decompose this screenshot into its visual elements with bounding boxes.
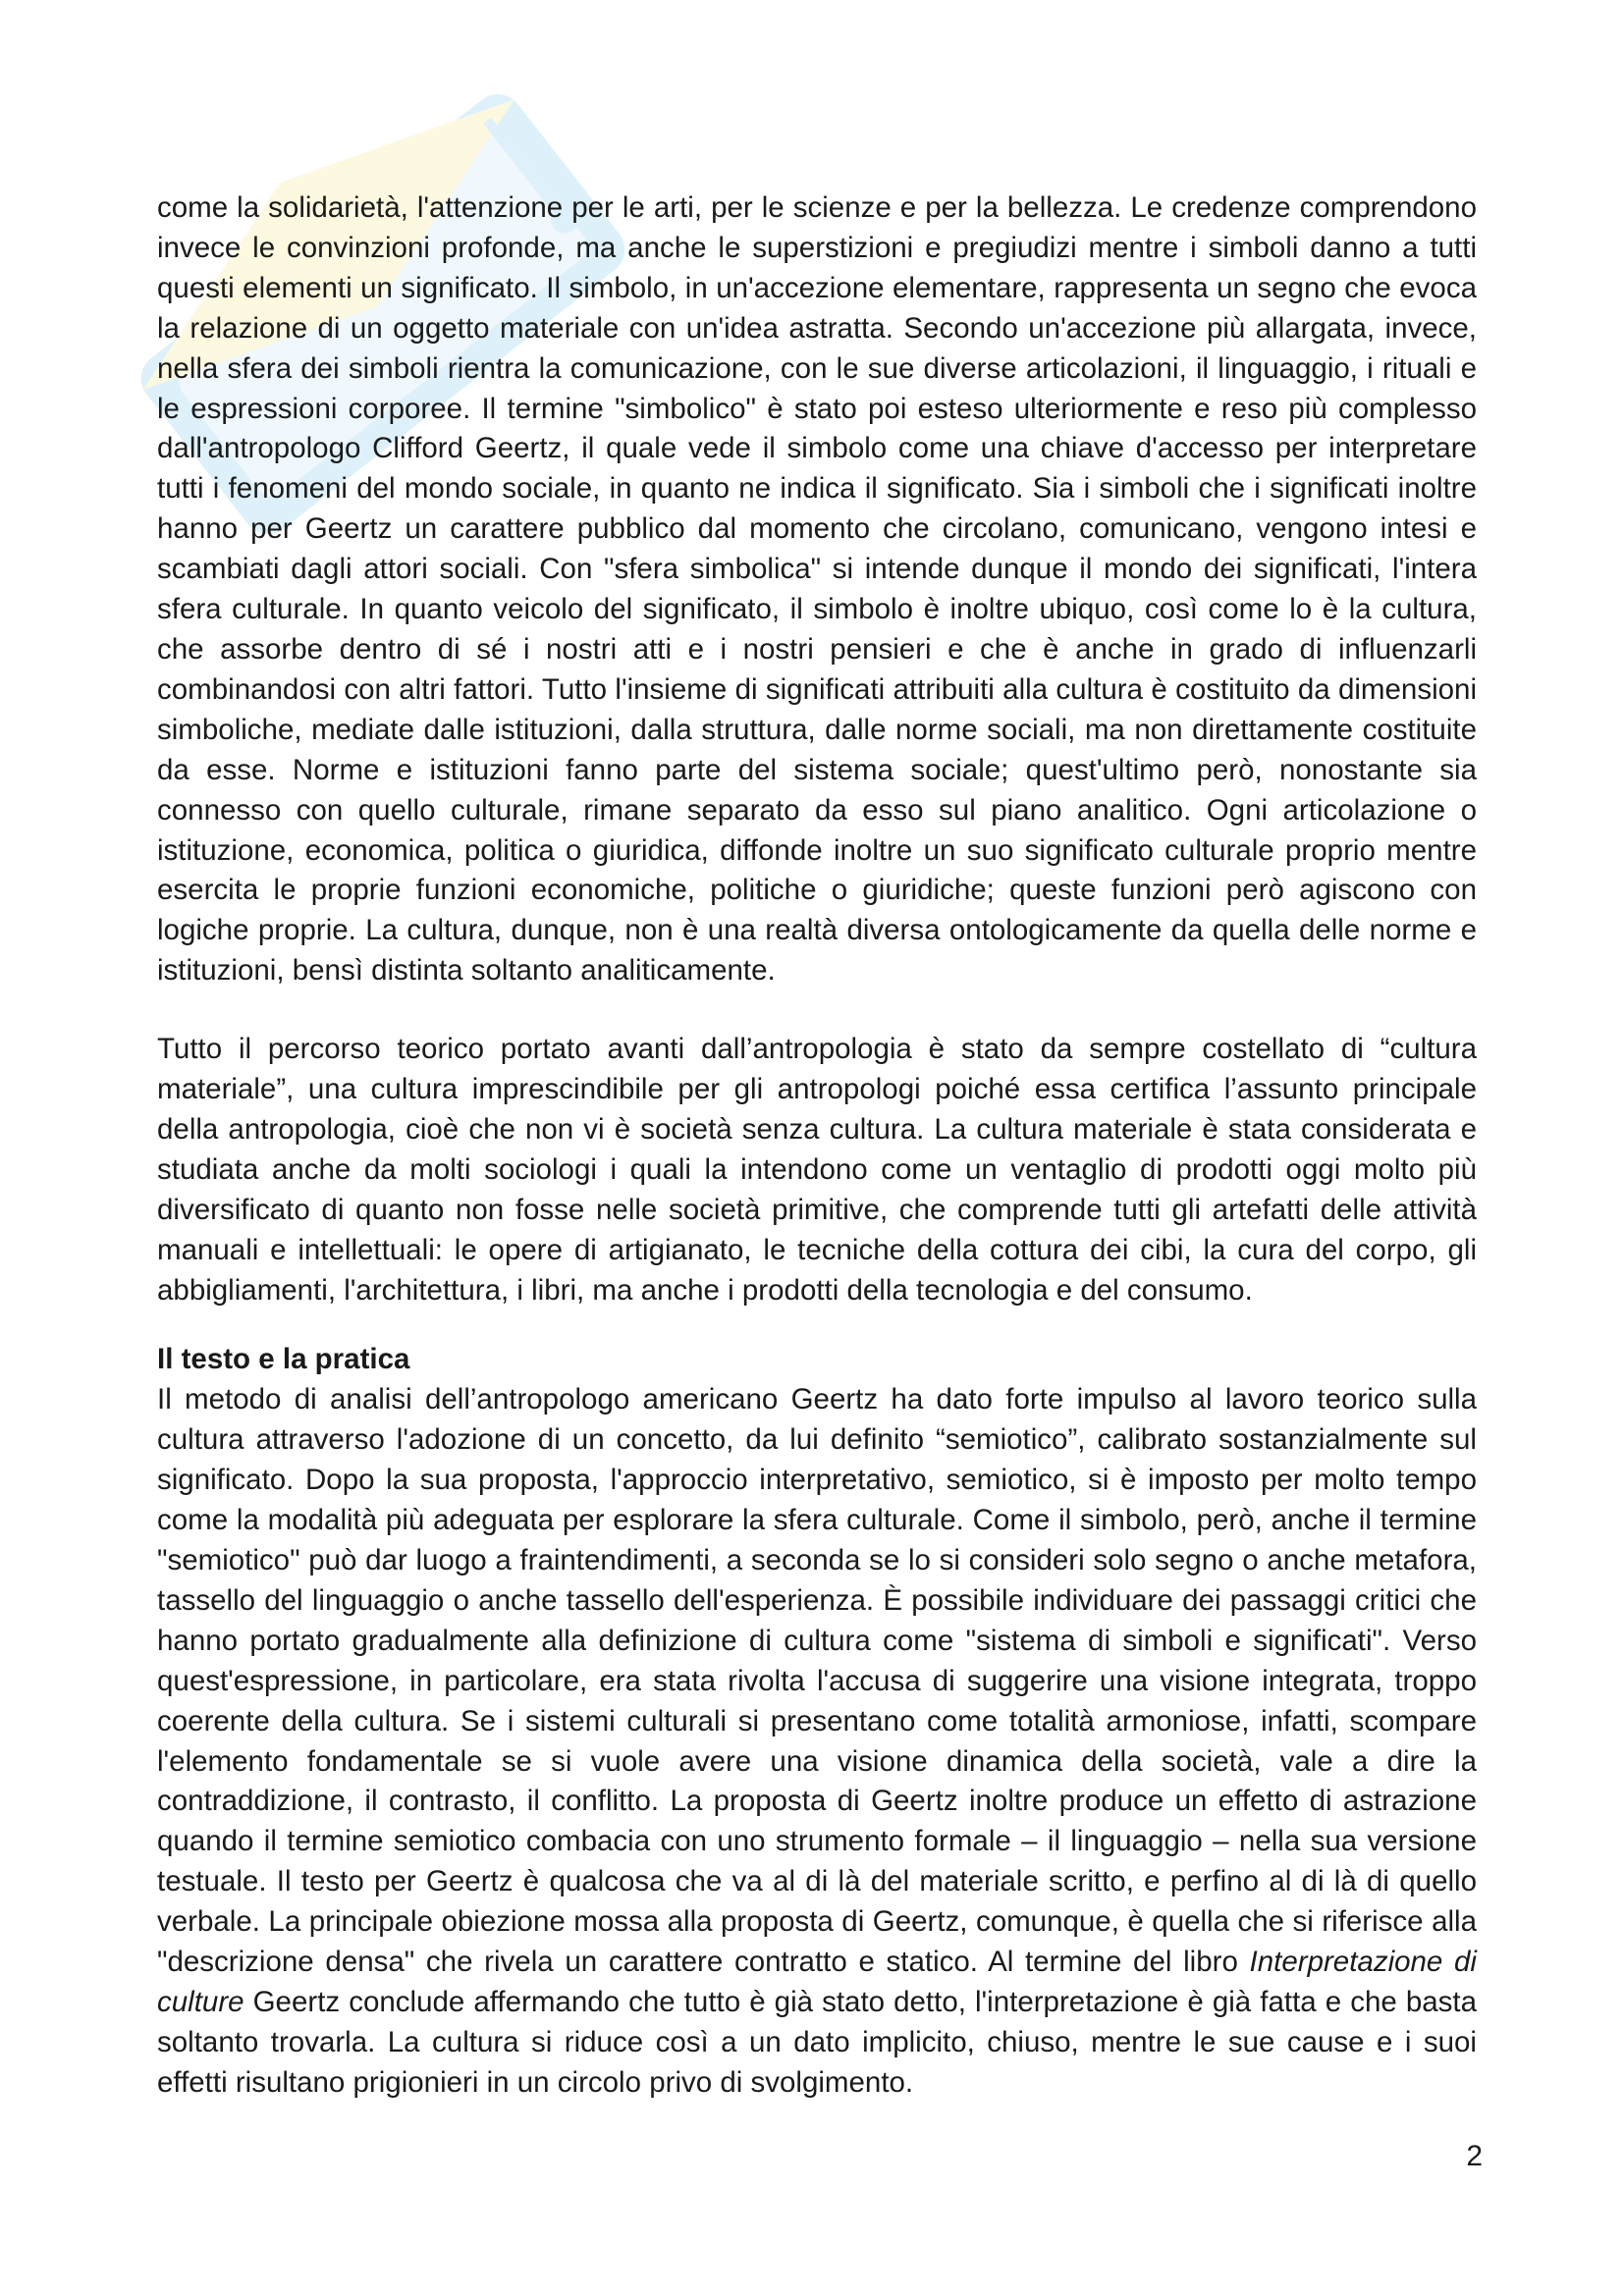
paragraph-text-practice xyxy=(157,1380,1477,2103)
paragraph-text-part-2: Geertz conclude affermando che tutto è già stato detto, l'interpretazione è già fatta e che basta soltanto trovarla. La cultura si riduce così a un dato implicito, chiuso, mentre le sue cause e i suoi effetti risultano prigionieri in un circolo privo di svolgimento. xyxy=(157,1985,1477,2099)
section-heading: Il testo e la pratica xyxy=(157,1343,410,1376)
paragraph-material-culture: Tutto il percorso teorico portato avanti dall’antropologia è stato da sempre costellato di “cultura materiale”, una cultura imprescindibile per gli antropologi poiché essa certifica l’assunto principale della antropologia, cioè che non vi è società senza cultura. La cultura materiale è stata considerata e studiata anche da molti sociologi i quali la intendono come un ventaglio di prodotti oggi molto più diversificato di quanto non fosse nelle società primitive, che comprende tutti gli artefatti delle attività manuali e intellettuali: le opere di artigianato, le tecniche della cottura dei cibi, la cura del corpo, gli abbigliamenti, l'architettura, i libri, ma anche i prodotti della tecnologia e del consumo. xyxy=(157,1033,1477,1307)
book-title: Interpretazione di culture xyxy=(157,1946,1477,2018)
paragraph-symbols: come la solidarietà, l'attenzione per le arti, per le scienze e per la bellezza. Le credenze comprendono invece le convinzioni profonde, ma anche le superstizioni e pregiudizi mentre i simboli danno a tutti questi elementi un significato. Il simbolo, in un'accezione elementare, rappresenta un segno che evoca la relazione di un oggetto materiale con un'idea astratta. Secondo un'accezione più allargata, invece, nella sfera dei simboli rientra la comunicazione, con le sue diverse articolazioni, il linguaggio, i rituali e le espressioni corporee. Il termine "simbolico" è stato poi esteso ulteriormente e reso più complesso dall'antropologo Clifford Geertz, il quale vede il simbolo come una chiave d'accesso per interpretare tutti i fenomeni del mondo sociale, in quanto ne indica il significato. Sia i simboli che i significati inoltre hanno per Geertz un carattere pubblico dal momento che circolano, comunicano, vengono intesi e scambiati dagli attori sociali. Con "sfera simbolica" si intende dunque il mondo dei significati, l'intera sfera culturale. In quanto veicolo del significato, il simbolo è inoltre ubiquo, così come lo è la cultura, che assorbe dentro di sé i nostri atti e i nostri pensieri e che è anche in grado di influenzarli combinandosi con altri fattori. Tutto l'insieme di significati attribuiti alla cultura è costituito da dimensioni simboliche, mediate dalle istituzioni, dalla struttura, dalle norme sociali, ma non direttamente costituite da esse. Norme e istituzioni fanno parte del sistema sociale; quest'ultimo però, nonostante sia connesso con quello culturale, rimane separato da esso sul piano analitico. Ogni articolazione o istituzione, economica, politica o giuridica, diffonde inoltre un suo significato culturale proprio mentre esercita le proprie funzioni economiche, politiche o giuridiche; queste funzioni però agiscono con logiche proprie. La cultura, dunque, non è una realtà diversa ontologicamente da quella delle norme e istituzioni, bensì distinta soltanto analiticamente. xyxy=(157,191,1477,988)
paragraph-text-part-1: Il metodo di analisi dell’antropologo americano Geertz ha dato forte impulso al lavoro teorico sulla cultura attraverso l'adozione di un concetto, da lui definito “semiotico”, calibrato sostanzialmente sul significato. Dopo la sua proposta, l'approccio interpretativo, semiotico, si è imposto per molto tempo come la modalità più adeguata per esplorare la sfera culturale. Come il simbolo, però, anche il termine "semiotico" può dar luogo a fraintendimenti, a seconda se lo si consideri solo segno o anche metafora, tassello del linguaggio o anche tassello dell'esperienza. È possibile individuare dei passaggi critici che hanno portato gradualmente alla definizione di cultura come "sistema di simboli e significati". Verso quest'espressione, in particolare, era stata rivolta l'accusa di suggerire una visione integrata, troppo coerente della cultura. Se i sistemi culturali si presentano come totalità armoniose, infatti, scompare l'elemento fondamentale se si vuole avere una visione dinamica della società, vale a dire la contraddizione, il contrasto, il conflitto. La proposta di Geertz inoltre produce un effetto di astrazione quando il termine semiotico combacia con uno strumento formale – il linguaggio – nella sua versione testuale. Il testo per Geertz è qualcosa che va al di là del materiale scritto, e perfino al di là di quello verbale. La principale obiezione mossa alla proposta di Geertz, comunque, è quella che si riferisce alla "descrizione densa" che rivela un carattere contratto e statico. Al termine del libro xyxy=(157,1383,1477,1979)
main-content xyxy=(157,188,1477,2104)
page-number: 2 xyxy=(1466,2140,1483,2172)
